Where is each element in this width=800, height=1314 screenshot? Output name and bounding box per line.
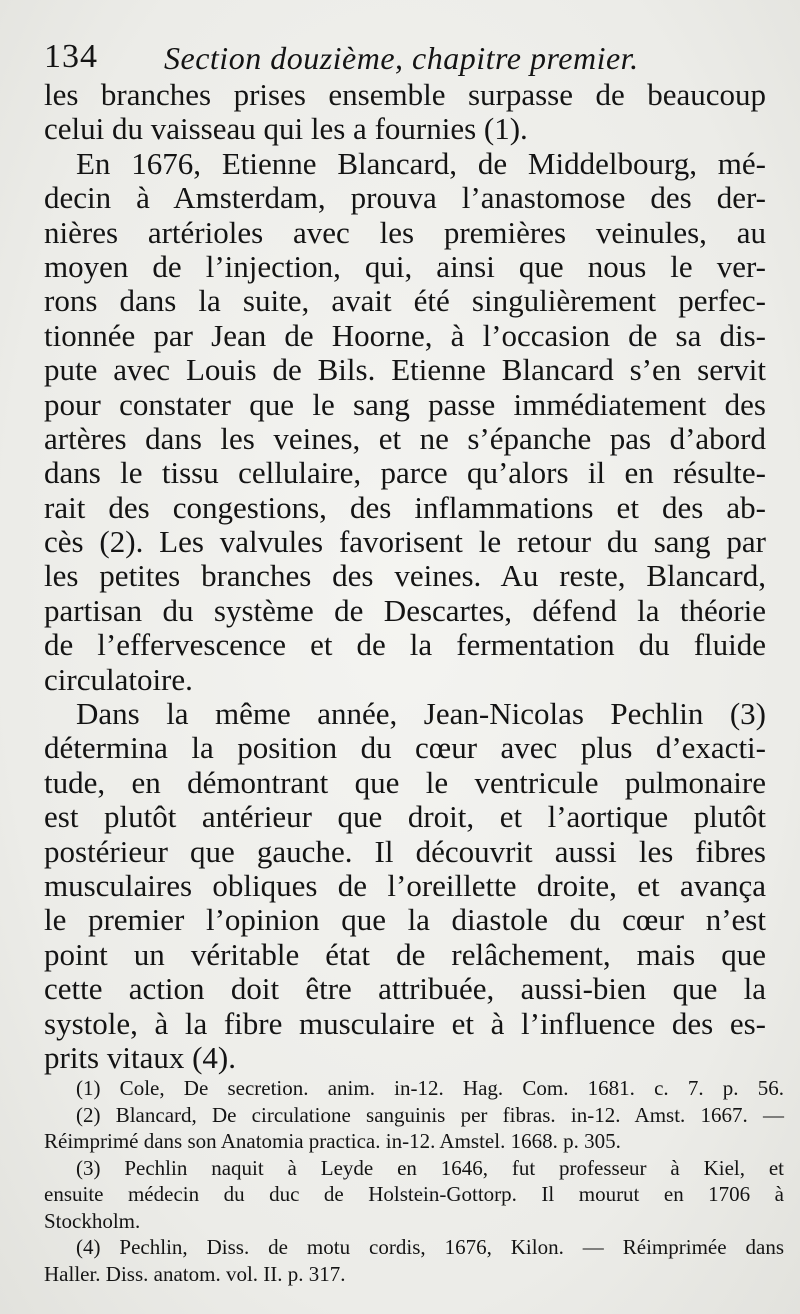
text-line: détermina la position du cœur avec plus d’exacti- — [44, 730, 766, 766]
running-head: Section douzième, chapitre premier. — [164, 40, 639, 76]
footnote-line: (3) Pechlin naquit à Leyde en 1646, fut professeur à Kiel, et — [76, 1155, 784, 1180]
footnote-line: (2) Blancard, De circulatione sanguinis per fibras. in-12. Amst. 1667. — — [76, 1102, 784, 1127]
text-line: est plutôt antérieur que droit, et l’aortique plutôt — [44, 799, 766, 835]
text-line: le premier l’opinion que la diastole du cœur n’est — [44, 902, 766, 938]
footnote-line: ensuite médecin du duc de Holstein-Gottorp. Il mourut en 1706 à — [44, 1182, 784, 1206]
text-line: les petites branches des veines. Au reste, Blancard, — [44, 558, 766, 594]
text-line: systole, à la fibre musculaire et à l’influence des es- — [44, 1005, 766, 1041]
page-number: 134 — [44, 38, 98, 75]
text-line: partisan du système de Descartes, défend la théorie — [44, 592, 766, 628]
footnotes — [44, 1075, 784, 1287]
text-line: artères dans les veines, et ne s’épanche pas d’abord — [44, 420, 766, 456]
text-line: rait des congestions, des inflammations et des ab- — [44, 489, 766, 525]
main-text — [44, 78, 766, 1075]
text-line: cès (2). Les valvules favorisent le retour du sang par — [44, 524, 766, 560]
text-line: tude, en démontrant que le ventricule pulmonaire — [44, 764, 766, 800]
text-line: Dans la même année, Jean-Nicolas Pechlin (3) — [76, 696, 766, 732]
page-header — [44, 36, 774, 80]
footnote-line: Réimprimé dans son Anatomia practica. in-12. Amstel. 1668. p. 305. — [44, 1129, 621, 1153]
text-line: celui du vaisseau qui les a fournies (1). — [44, 111, 528, 147]
footnote-line: (4) Pechlin, Diss. de motu cordis, 1676, Kilon. — Réimprimée dans — [76, 1235, 784, 1259]
footnote-line: Haller. Diss. anatom. vol. II. p. 317. — [44, 1261, 346, 1286]
text-line: prits vitaux (4). — [44, 1039, 236, 1075]
text-line: les branches prises ensemble surpasse de beaucoup — [44, 77, 766, 112]
text-line: rons dans la suite, avait été singulièrement perfec- — [44, 283, 766, 319]
text-line: point un véritable état de relâchement, mais que — [44, 936, 766, 972]
footnote-line: (1) Cole, De secretion. anim. in-12. Hag. Com. 1681. c. 7. p. 56. — [76, 1076, 784, 1100]
text-line: pute avec Louis de Bils. Etienne Blancard s’en servit — [44, 352, 766, 388]
text-line: circulatoire. — [44, 661, 193, 697]
text-line: decin à Amsterdam, prouva l’anastomose des der- — [44, 180, 766, 216]
text-line: En 1676, Etienne Blancard, de Middelbourg, mé- — [76, 145, 766, 181]
text-line: nières artérioles avec les premières veinules, au — [44, 214, 766, 250]
text-line: de l’effervescence et de la fermentation du fluide — [44, 627, 766, 663]
text-line: tionnée par Jean de Hoorne, à l’occasion de sa dis- — [44, 317, 766, 353]
text-line: pour constater que le sang passe immédiatement des — [44, 386, 766, 422]
text-line: cette action doit être attribuée, aussi-bien que la — [44, 971, 766, 1007]
footnote-line: Stockholm. — [44, 1208, 141, 1233]
text-line: musculaires obliques de l’oreillette droite, et avança — [44, 867, 766, 903]
text-line: dans le tissu cellulaire, parce qu’alors il en résulte- — [44, 455, 766, 491]
text-line: moyen de l’injection, qui, ainsi que nous le ver- — [44, 248, 766, 284]
text-line: postérieur que gauche. Il découvrit aussi les fibres — [44, 833, 766, 869]
